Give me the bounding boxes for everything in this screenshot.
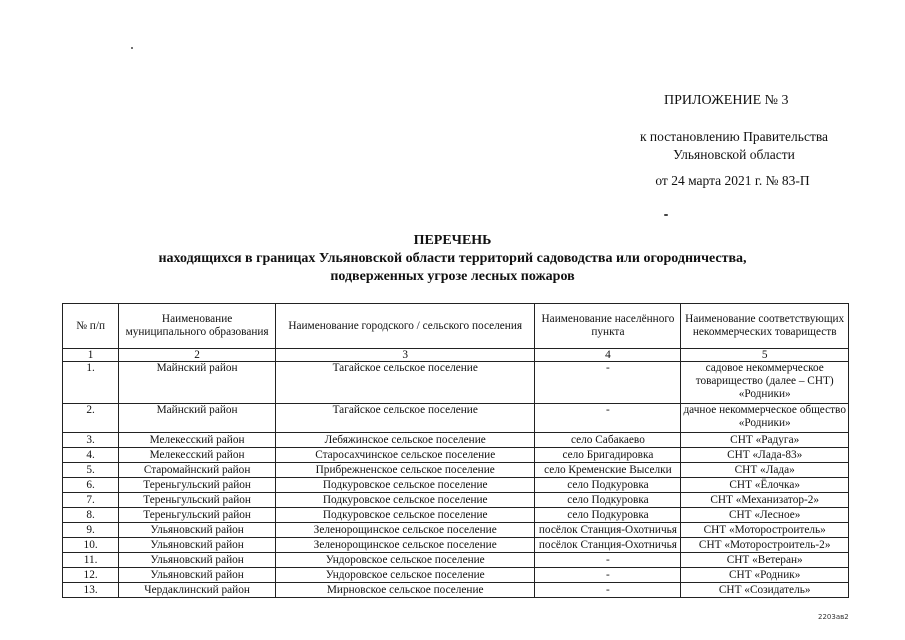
- territories-table: [62, 303, 849, 598]
- settlement-cell: Ундоровское сельское поселение: [275, 568, 534, 583]
- row-number: 8.: [63, 508, 119, 523]
- table-header-row: [63, 304, 849, 349]
- table-row: [63, 568, 849, 583]
- title-line: ПЕРЕЧЕНЬ: [413, 233, 492, 248]
- table-row: [63, 508, 849, 523]
- title-line: подверженных угрозе лесных пожаров: [330, 269, 575, 284]
- municipality-cell: Мелекесский район: [119, 448, 276, 463]
- partnership-cell: СНТ «Моторостроитель-2»: [681, 538, 849, 553]
- settlement-cell: Лебяжинское сельское поселение: [275, 433, 534, 448]
- table-row: [63, 538, 849, 553]
- document-title: [0, 232, 905, 286]
- row-number: 3.: [63, 433, 119, 448]
- partnership-cell: СНТ «Радуга»: [681, 433, 849, 448]
- scan-speck: [131, 47, 133, 49]
- column-header: Наименование соответствующих некоммерческих товариществ: [681, 304, 849, 349]
- table-row: [63, 493, 849, 508]
- partnership-cell: садовое некоммерческое товарищество (далее – СНТ) «Родники»: [681, 362, 849, 404]
- settlement-cell: Зеленорощинское сельское поселение: [275, 538, 534, 553]
- settlement-cell: Старосахчинское сельское поселение: [275, 448, 534, 463]
- row-number: 9.: [63, 523, 119, 538]
- table-row: [63, 478, 849, 493]
- partnership-cell: СНТ «Моторостроитель»: [681, 523, 849, 538]
- column-header: Наименование муниципального образования: [119, 304, 276, 349]
- partnership-cell: СНТ «Лесное»: [681, 508, 849, 523]
- row-number: 2.: [63, 404, 119, 433]
- municipality-cell: Ульяновский район: [119, 523, 276, 538]
- table-row: [63, 463, 849, 478]
- locality-cell: село Бригадировка: [535, 448, 681, 463]
- table-row: [63, 362, 849, 404]
- settlement-cell: Тагайское сельское поселение: [275, 404, 534, 433]
- row-number: 4.: [63, 448, 119, 463]
- locality-cell: -: [535, 568, 681, 583]
- locality-cell: село Кременские Выселки: [535, 463, 681, 478]
- settlement-cell: Тагайское сельское поселение: [275, 362, 534, 404]
- municipality-cell: Майнский район: [119, 404, 276, 433]
- partnership-cell: СНТ «Лада-83»: [681, 448, 849, 463]
- partnership-cell: СНТ «Ветеран»: [681, 553, 849, 568]
- resolution-reference: [600, 128, 868, 164]
- municipality-cell: Старомайнский район: [119, 463, 276, 478]
- locality-cell: посёлок Станция-Охотничья: [535, 523, 681, 538]
- column-header: Наименование городского / сельского поселения: [275, 304, 534, 349]
- table-row: [63, 583, 849, 598]
- municipality-cell: Чердаклинский район: [119, 583, 276, 598]
- municipality-cell: Тереньгульский район: [119, 508, 276, 523]
- locality-cell: -: [535, 362, 681, 404]
- appendix-label: ПРИЛОЖЕНИЕ № 3: [664, 93, 789, 108]
- municipality-cell: Ульяновский район: [119, 568, 276, 583]
- column-number: 2: [119, 349, 276, 362]
- locality-cell: село Сабакаево: [535, 433, 681, 448]
- column-number: 1: [63, 349, 119, 362]
- partnership-cell: СНТ «Лада»: [681, 463, 849, 478]
- document-stamp: 2203ав2: [818, 613, 849, 621]
- row-number: 11.: [63, 553, 119, 568]
- settlement-cell: Прибрежненское сельское поселение: [275, 463, 534, 478]
- locality-cell: -: [535, 553, 681, 568]
- settlement-cell: Подкуровское сельское поселение: [275, 493, 534, 508]
- row-number: 5.: [63, 463, 119, 478]
- table-row: [63, 433, 849, 448]
- municipality-cell: Тереньгульский район: [119, 493, 276, 508]
- resolution-date: от 24 марта 2021 г. № 83-П: [655, 173, 810, 188]
- table-row: [63, 523, 849, 538]
- municipality-cell: Майнский район: [119, 362, 276, 404]
- partnership-cell: СНТ «Созидатель»: [681, 583, 849, 598]
- municipality-cell: Ульяновский район: [119, 553, 276, 568]
- settlement-cell: Подкуровское сельское поселение: [275, 478, 534, 493]
- municipality-cell: Мелекесский район: [119, 433, 276, 448]
- partnership-cell: СНТ «Родник»: [681, 568, 849, 583]
- resolution-line: Ульяновской области: [673, 147, 795, 162]
- locality-cell: село Подкуровка: [535, 478, 681, 493]
- settlement-cell: Мирновское сельское поселение: [275, 583, 534, 598]
- municipality-cell: Ульяновский район: [119, 538, 276, 553]
- locality-cell: посёлок Станция-Охотничья: [535, 538, 681, 553]
- table-row: [63, 553, 849, 568]
- locality-cell: село Подкуровка: [535, 508, 681, 523]
- locality-cell: -: [535, 583, 681, 598]
- partnership-cell: СНТ «Ёлочка»: [681, 478, 849, 493]
- table-row: [63, 404, 849, 433]
- column-header: № п/п: [63, 304, 119, 349]
- municipality-cell: Тереньгульский район: [119, 478, 276, 493]
- column-number: 4: [535, 349, 681, 362]
- resolution-line: к постановлению Правительства: [639, 129, 829, 144]
- title-line: находящихся в границах Ульяновской области территорий садоводства или огородничества,: [158, 251, 747, 266]
- settlement-cell: Зеленорощинское сельское поселение: [275, 523, 534, 538]
- column-number-row: [63, 349, 849, 362]
- column-header: Наименование населённого пункта: [535, 304, 681, 349]
- row-number: 13.: [63, 583, 119, 598]
- settlement-cell: Подкуровское сельское поселение: [275, 508, 534, 523]
- row-number: 7.: [63, 493, 119, 508]
- row-number: 6.: [63, 478, 119, 493]
- table-row: [63, 448, 849, 463]
- column-number: 3: [275, 349, 534, 362]
- partnership-cell: СНТ «Механизатор-2»: [681, 493, 849, 508]
- settlement-cell: Ундоровское сельское поселение: [275, 553, 534, 568]
- column-number: 5: [681, 349, 849, 362]
- row-number: 12.: [63, 568, 119, 583]
- row-number: 1.: [63, 362, 119, 404]
- locality-cell: -: [535, 404, 681, 433]
- row-number: 10.: [63, 538, 119, 553]
- locality-cell: село Подкуровка: [535, 493, 681, 508]
- scan-speck: [664, 214, 668, 216]
- partnership-cell: дачное некоммерческое общество «Родники»: [681, 404, 849, 433]
